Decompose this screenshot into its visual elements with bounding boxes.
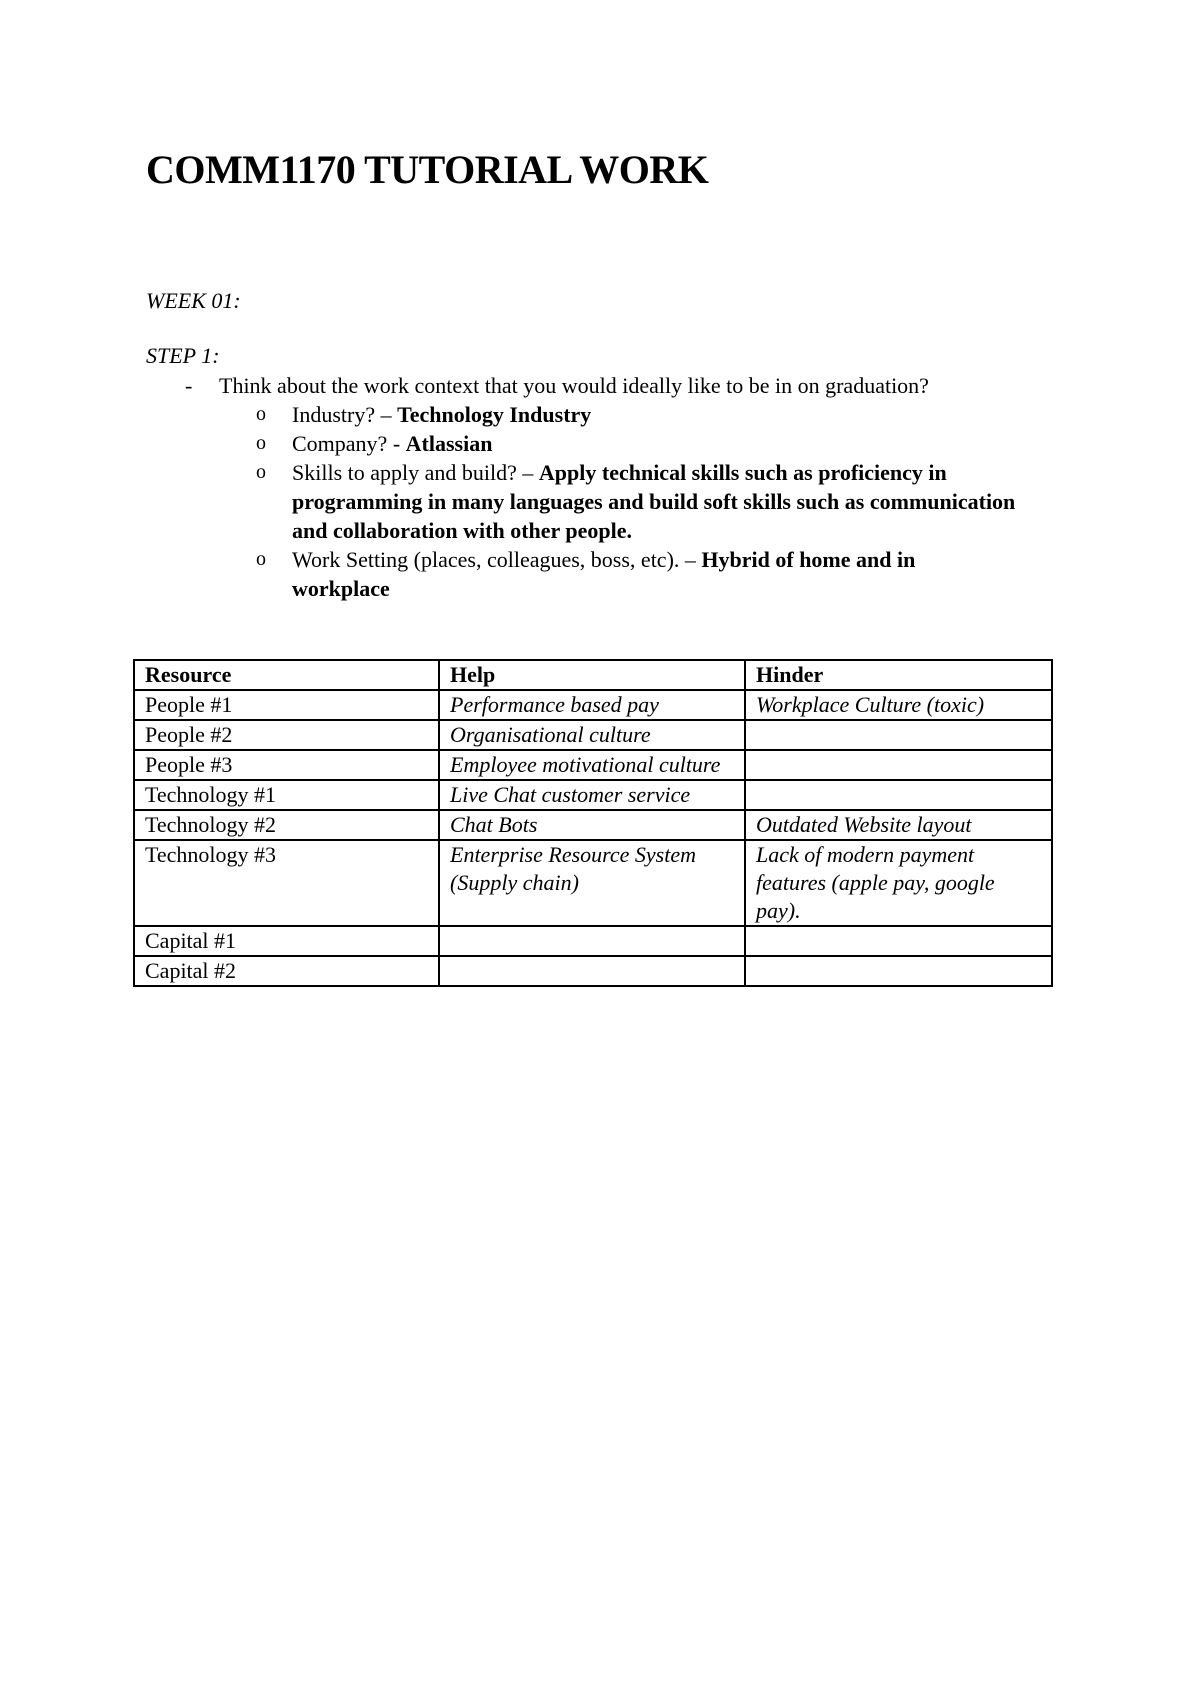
header-resource: Resource [134, 660, 439, 690]
list-dash: - [185, 373, 193, 398]
hinder-cell [745, 926, 1052, 956]
resource-cell: People #2 [134, 720, 439, 750]
resource-cell: People #3 [134, 750, 439, 780]
table-row [134, 750, 1052, 780]
bullet-marker: o [256, 461, 266, 483]
header-hinder: Hinder [745, 660, 1052, 690]
week-label: WEEK 01: [146, 288, 241, 313]
help-cell [439, 956, 745, 986]
hinder-cell: Workplace Culture (toxic) [745, 690, 1052, 720]
table-row [134, 956, 1052, 986]
table-row [134, 720, 1052, 750]
list-item-work-setting [292, 545, 1012, 603]
item-answer: Hybrid of home and in workplace [292, 547, 916, 601]
item-answer: Technology Industry [397, 402, 592, 427]
item-answer: Atlassian [405, 431, 493, 456]
hinder-cell: Lack of modern payment features (apple pay, google pay). [745, 840, 1052, 926]
resource-cell: Technology #3 [134, 840, 439, 926]
step-label: STEP 1: [146, 343, 220, 368]
bullet-marker: o [256, 432, 266, 454]
document-title: COMM1170 TUTORIAL WORK [146, 147, 709, 192]
hinder-cell [745, 720, 1052, 750]
header-help: Help [439, 660, 745, 690]
help-cell [439, 926, 745, 956]
bullet-marker: o [256, 403, 266, 425]
bullet-marker: o [256, 548, 266, 570]
table-row [134, 690, 1052, 720]
help-cell: Organisational culture [439, 720, 745, 750]
help-cell: Performance based pay [439, 690, 745, 720]
resource-cell: Capital #1 [134, 926, 439, 956]
table-row [134, 840, 1052, 926]
list-item-company [292, 429, 1052, 458]
table-row [134, 926, 1052, 956]
hinder-cell [745, 750, 1052, 780]
question-text: Think about the work context that you would ideally like to be in on graduation? [219, 373, 929, 398]
hinder-cell [745, 956, 1052, 986]
table-row [134, 780, 1052, 810]
resource-cell: Technology #1 [134, 780, 439, 810]
help-cell: Chat Bots [439, 810, 745, 840]
list-item-industry [292, 400, 1052, 429]
help-cell: Enterprise Resource System (Supply chain) [439, 840, 745, 926]
resource-cell: Capital #2 [134, 956, 439, 986]
item-prompt: Work Setting (places, colleagues, boss, etc). – [292, 547, 702, 572]
hinder-cell [745, 780, 1052, 810]
hinder-cell: Outdated Website layout [745, 810, 1052, 840]
item-prompt: Skills to apply and build? – [292, 460, 539, 485]
item-prompt: Industry? – [292, 402, 398, 427]
resource-cell: People #1 [134, 690, 439, 720]
item-prompt: Company? - [292, 431, 406, 456]
resource-cell: Technology #2 [134, 810, 439, 840]
resource-table [133, 659, 1053, 987]
item-answer: Apply technical skills such as proficiency in programming in many languages and build soft skills such as communication and collaboration with other people. [292, 460, 1016, 543]
help-cell: Live Chat customer service [439, 780, 745, 810]
table-row [134, 810, 1052, 840]
table-header-row [134, 660, 1052, 690]
help-cell: Employee motivational culture [439, 750, 745, 780]
list-item-skills [292, 458, 1032, 545]
